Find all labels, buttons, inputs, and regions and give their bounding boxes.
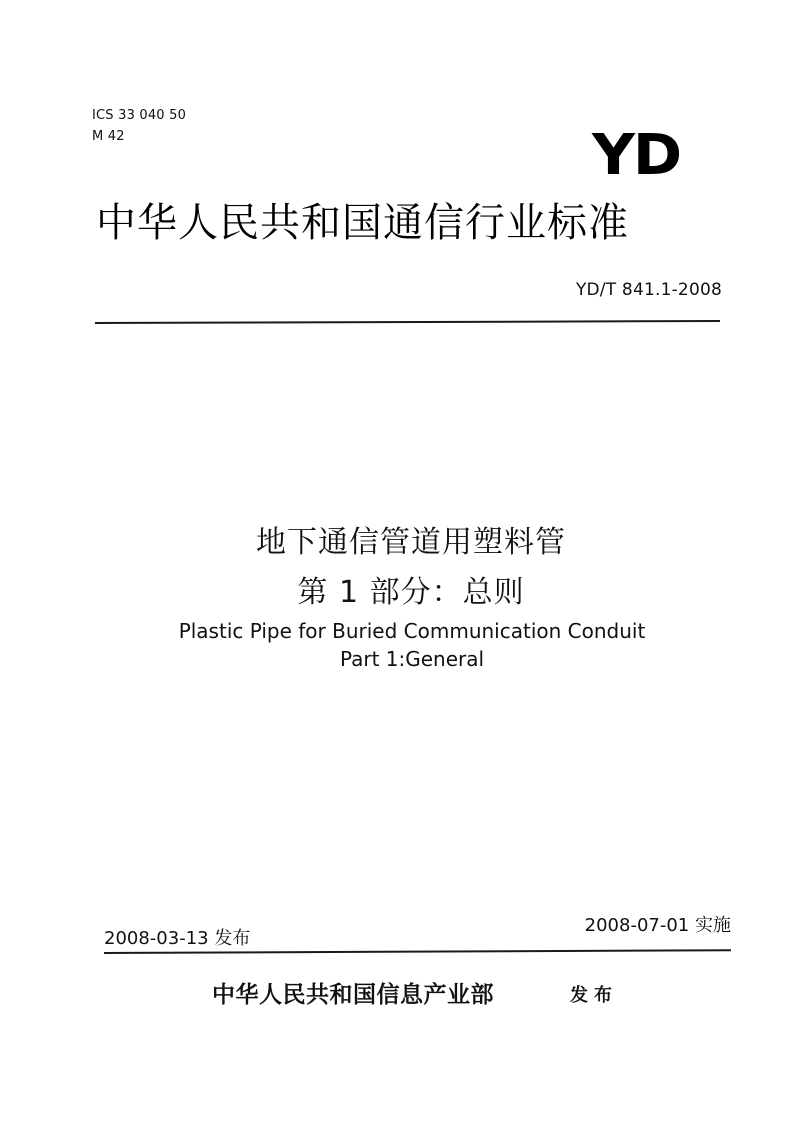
yd-logo: YD <box>591 123 680 188</box>
standard-number: YD/T 841.1-2008 <box>575 280 722 300</box>
issue-label: 发布 <box>570 985 618 1006</box>
document-subtitle-cn: 第 1 部分：总则 <box>297 575 525 610</box>
release-date: 2008-03-13 发布 <box>104 928 251 949</box>
ics-code: ICS 33 040 50 <box>92 108 187 123</box>
organization-title: 中华人民共和国通信行业标准 <box>96 200 629 246</box>
issuing-authority: 中华人民共和国信息产业部 <box>212 981 494 1008</box>
document-title-en: Plastic Pipe for Buried Communication Conduit <box>178 619 646 643</box>
document-title-cn: 地下通信管道用塑料管 <box>256 525 566 560</box>
classification-code: M 42 <box>92 129 125 144</box>
header-divider <box>95 320 720 324</box>
effective-date: 2008-07-01 实施 <box>584 915 731 936</box>
document-subtitle-en: Part 1:General <box>339 647 485 671</box>
